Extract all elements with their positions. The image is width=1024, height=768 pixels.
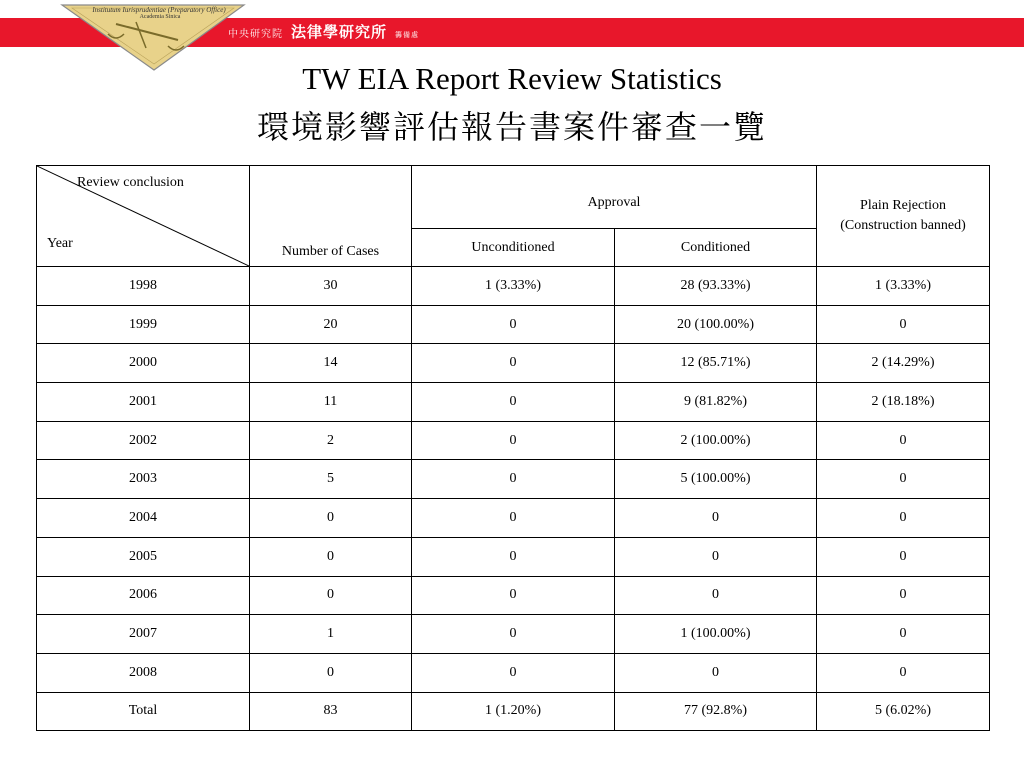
- rejection-cell: 0: [817, 499, 990, 538]
- unconditioned-cell: 0: [412, 421, 615, 460]
- unconditioned-cell: 1 (1.20%): [412, 692, 615, 731]
- year-cell: 1999: [37, 305, 250, 344]
- year-cell: 2004: [37, 499, 250, 538]
- year-cell: 1998: [37, 267, 250, 306]
- year-cell: 2001: [37, 383, 250, 422]
- unconditioned-header: Unconditioned: [412, 229, 615, 267]
- conditioned-header: Conditioned: [615, 229, 817, 267]
- cases-cell: 2: [250, 421, 412, 460]
- unconditioned-cell: 0: [412, 344, 615, 383]
- rejection-cell: 0: [817, 576, 990, 615]
- rejection-cell: 0: [817, 305, 990, 344]
- year-cell: 2002: [37, 421, 250, 460]
- table-row: [37, 460, 990, 499]
- logo-text-institute: Institutum Iurisprudentiae (Preparatory Office): [92, 6, 226, 14]
- unconditioned-cell: 0: [412, 576, 615, 615]
- table-row: [37, 383, 990, 422]
- unconditioned-cell: 1 (3.33%): [412, 267, 615, 306]
- cases-cell: 0: [250, 499, 412, 538]
- table-row: [37, 305, 990, 344]
- table-header-row: [37, 166, 990, 229]
- review-conclusion-label: Review conclusion: [77, 175, 184, 190]
- statistics-table: [36, 165, 990, 731]
- table-row: [37, 576, 990, 615]
- year-cell: 2008: [37, 653, 250, 692]
- unconditioned-cell: 0: [412, 383, 615, 422]
- conditioned-cell: 20 (100.00%): [615, 305, 817, 344]
- cases-cell: 83: [250, 692, 412, 731]
- conditioned-cell: 2 (100.00%): [615, 421, 817, 460]
- rejection-cell: 0: [817, 421, 990, 460]
- rejection-cell: 5 (6.02%): [817, 692, 990, 731]
- cases-cell: 1: [250, 615, 412, 654]
- conditioned-cell: 5 (100.00%): [615, 460, 817, 499]
- banner-text: [228, 23, 419, 43]
- conditioned-cell: 0: [615, 653, 817, 692]
- logo-text-academia: Academia Sinica: [139, 14, 181, 20]
- conditioned-cell: 12 (85.71%): [615, 344, 817, 383]
- table-row: [37, 499, 990, 538]
- banner-main: 法律學研究所: [291, 25, 388, 41]
- table-row: [37, 653, 990, 692]
- unconditioned-cell: 0: [412, 537, 615, 576]
- conditioned-cell: 0: [615, 576, 817, 615]
- page-subtitle: 環境影響評估報告書案件審查一覽: [256, 109, 767, 145]
- year-cell: 2006: [37, 576, 250, 615]
- year-cell: Total: [37, 692, 250, 731]
- cases-cell: 0: [250, 653, 412, 692]
- year-cell: 2003: [37, 460, 250, 499]
- year-cell: 2007: [37, 615, 250, 654]
- rejection-cell: 2 (14.29%): [817, 344, 990, 383]
- cases-cell: 0: [250, 576, 412, 615]
- unconditioned-cell: 0: [412, 615, 615, 654]
- conditioned-cell: 9 (81.82%): [615, 383, 817, 422]
- rejection-cell: 0: [817, 653, 990, 692]
- conditioned-cell: 28 (93.33%): [615, 267, 817, 306]
- diagonal-header-cell: [37, 166, 250, 267]
- plain-rejection-header: Plain Rejection (Construction banned): [817, 166, 990, 267]
- rejection-cell: 1 (3.33%): [817, 267, 990, 306]
- page-title: TW EIA Report Review Statistics: [302, 61, 722, 96]
- cases-cell: 30: [250, 267, 412, 306]
- table-row: [37, 421, 990, 460]
- rejection-cell: 0: [817, 615, 990, 654]
- cases-cell: 14: [250, 344, 412, 383]
- unconditioned-cell: 0: [412, 305, 615, 344]
- conditioned-cell: 0: [615, 499, 817, 538]
- cases-cell: 0: [250, 537, 412, 576]
- table-row: [37, 344, 990, 383]
- year-label: Year: [47, 236, 73, 251]
- conditioned-cell: 1 (100.00%): [615, 615, 817, 654]
- table-row: [37, 267, 990, 306]
- rejection-cell: 0: [817, 460, 990, 499]
- cases-cell: 11: [250, 383, 412, 422]
- year-cell: 2000: [37, 344, 250, 383]
- number-of-cases-header: Number of Cases: [250, 166, 412, 267]
- unconditioned-cell: 0: [412, 499, 615, 538]
- approval-header: Approval: [412, 166, 817, 229]
- year-cell: 2005: [37, 537, 250, 576]
- unconditioned-cell: 0: [412, 460, 615, 499]
- rejection-cell: 2 (18.18%): [817, 383, 990, 422]
- rejection-cell: 0: [817, 537, 990, 576]
- conditioned-cell: 0: [615, 537, 817, 576]
- unconditioned-cell: 0: [412, 653, 615, 692]
- banner-prefix: 中央研究院: [228, 29, 283, 40]
- table-row: [37, 615, 990, 654]
- table-row: [37, 537, 990, 576]
- banner-suffix: 籌備處: [395, 31, 420, 39]
- conditioned-cell: 77 (92.8%): [615, 692, 817, 731]
- total-row: [37, 692, 990, 731]
- cases-cell: 20: [250, 305, 412, 344]
- cases-cell: 5: [250, 460, 412, 499]
